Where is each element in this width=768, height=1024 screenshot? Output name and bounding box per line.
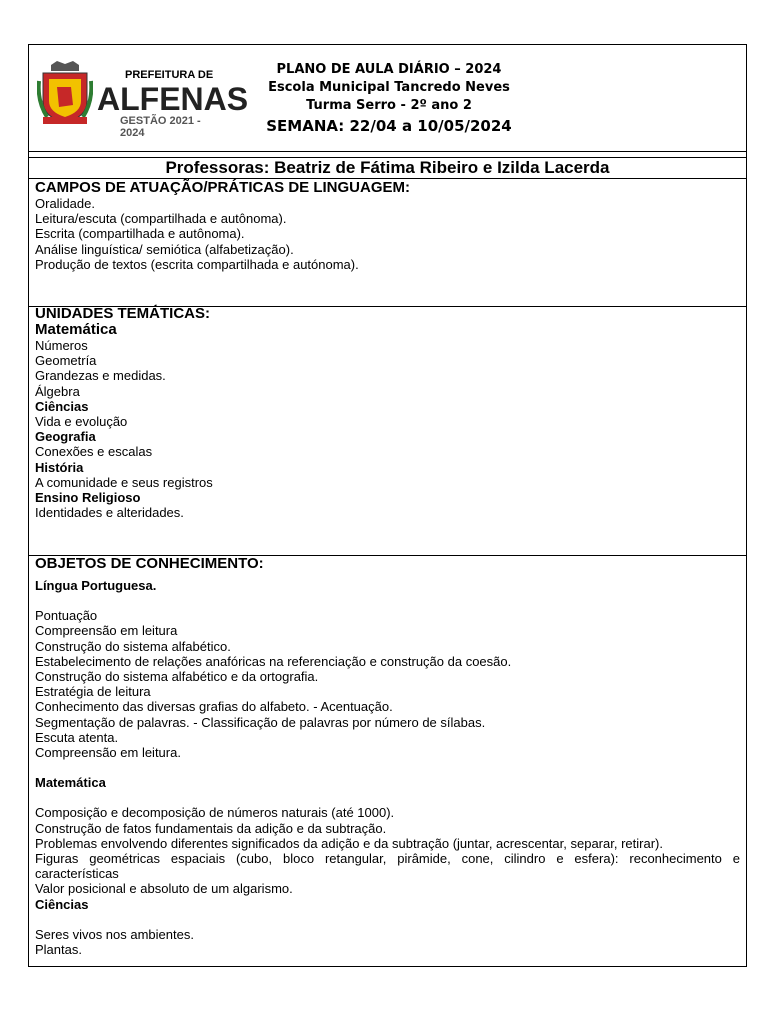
subject-lingua-portuguesa: Língua Portuguesa. bbox=[35, 578, 157, 593]
list-item: Produção de textos (escrita compartilhada e autónoma). bbox=[35, 256, 359, 272]
campos-heading: CAMPOS DE ATUAÇÃO/PRÁTICAS DE LINGUAGEM: bbox=[35, 179, 410, 196]
list-item: Problemas envolvendo diferentes significados da adição e da subtração (juntar, acrescentar, separar, retirar). bbox=[35, 835, 663, 851]
subject-historia: História bbox=[35, 459, 84, 475]
list-item: Construção de fatos fundamentais da adição e da subtração. bbox=[35, 820, 387, 836]
list-item: Análise linguística/ semiótica (alfabetização). bbox=[35, 241, 294, 257]
objetos-heading: OBJETOS DE CONHECIMENTO: bbox=[35, 555, 264, 572]
list-item: Geometría bbox=[35, 353, 97, 369]
list-item: Números bbox=[35, 338, 88, 353]
list-item: Seres vivos nos ambientes. bbox=[35, 926, 194, 942]
alfenas-logo bbox=[37, 59, 249, 139]
list-item: Estabelecimento de relações anafóricas na referenciação e construção da coesão. bbox=[35, 653, 512, 669]
unidades-section bbox=[35, 306, 740, 520]
objetos-section bbox=[35, 556, 740, 957]
header-block bbox=[259, 61, 519, 137]
subject-matematica-objetos: Matemática bbox=[35, 775, 106, 791]
list-item: Conhecimento das diversas grafias do alfabeto. - Acentuação. bbox=[35, 699, 393, 715]
subject-ciencias-objetos: Ciências bbox=[35, 896, 89, 912]
list-item: Álgebra bbox=[35, 383, 80, 399]
plan-title: PLANO DE AULA DIÁRIO – 2024 bbox=[276, 62, 502, 77]
week-range: SEMANA: 22/04 a 10/05/2024 bbox=[266, 117, 512, 135]
list-item: Compreensão em leitura. bbox=[35, 745, 181, 761]
list-item: Identidades e alteridades. bbox=[35, 505, 184, 521]
list-item: Composição e decomposição de números naturais (até 1000). bbox=[35, 805, 395, 821]
logo-gestao-text: GESTÃO 2021 - 2024 bbox=[120, 115, 201, 139]
list-item: Plantas. bbox=[35, 942, 82, 958]
subject-ciencias: Ciências bbox=[35, 398, 89, 414]
list-item: Conexões e escalas bbox=[35, 444, 153, 460]
list-item: Figuras geométricas espaciais (cubo, bloco retangular, pirâmide, cone, cilindro e esfera): reconhecimento e características bbox=[35, 851, 740, 882]
list-item: Oralidade. bbox=[35, 196, 95, 211]
school-name: Escola Municipal Tancredo Neves bbox=[268, 80, 510, 95]
list-item: Segmentação de palavras. - Classificação de palavras por número de sílabas. bbox=[35, 714, 486, 730]
list-item: Leitura/escuta (compartilhada e autônoma). bbox=[35, 211, 287, 227]
subject-geografia: Geografia bbox=[35, 429, 96, 445]
logo-city-text: ALFENAS bbox=[97, 81, 249, 117]
list-item: Compreensão em leitura bbox=[35, 623, 178, 639]
unidades-heading: UNIDADES TEMÁTICAS: bbox=[35, 305, 210, 322]
list-item: Vida e evolução bbox=[35, 414, 128, 430]
subject-ensino-religioso: Ensino Religioso bbox=[35, 490, 141, 506]
list-item: Escrita (compartilhada e autônoma). bbox=[35, 226, 245, 242]
logo-prefeitura-text: PREFEITURA DE bbox=[125, 69, 214, 81]
list-item: Construção do sistema alfabético e da ortografia. bbox=[35, 669, 319, 685]
list-item: Valor posicional e absoluto de um algarismo. bbox=[35, 881, 293, 897]
list-item: Pontuação bbox=[35, 608, 98, 624]
teachers-line: Professoras: Beatriz de Fátima Ribeiro e Izilda Lacerda bbox=[165, 158, 610, 177]
subject-matematica: Matemática bbox=[35, 321, 117, 338]
coat-of-arms-icon bbox=[37, 61, 93, 127]
lesson-plan-frame bbox=[28, 44, 747, 967]
class-name: Turma Serro - 2º ano 2 bbox=[306, 98, 472, 113]
list-item: Estratégia de leitura bbox=[35, 684, 151, 700]
list-item: A comunidade e seus registros bbox=[35, 474, 213, 490]
list-item: Grandezas e medidas. bbox=[35, 368, 166, 384]
list-item: Escuta atenta. bbox=[35, 729, 119, 745]
divider bbox=[29, 151, 746, 152]
list-item: Construção do sistema alfabético. bbox=[35, 638, 231, 654]
campos-section bbox=[35, 180, 740, 272]
